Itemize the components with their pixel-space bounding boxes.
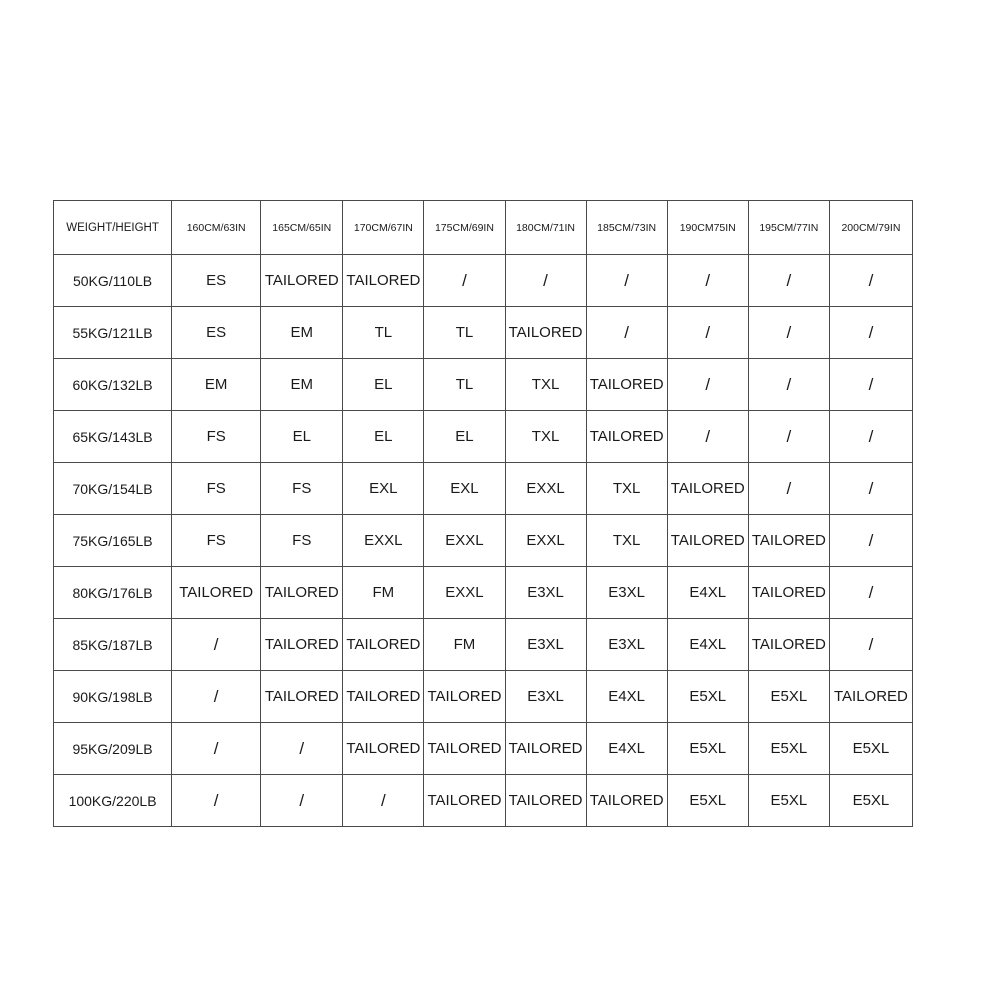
size-cell: TAILORED: [424, 723, 505, 775]
size-cell: TAILORED: [261, 619, 343, 671]
table-body: [54, 255, 913, 827]
table-row: [54, 775, 913, 827]
size-cell: /: [829, 463, 912, 515]
size-cell: E3XL: [505, 567, 586, 619]
size-cell: ES: [172, 255, 261, 307]
size-cell: E4XL: [586, 671, 667, 723]
size-cell: TAILORED: [505, 775, 586, 827]
size-cell: E5XL: [667, 723, 748, 775]
size-cell: FS: [172, 515, 261, 567]
size-cell: EL: [343, 359, 424, 411]
size-cell: TAILORED: [261, 567, 343, 619]
size-cell: EL: [343, 411, 424, 463]
table-row: [54, 723, 913, 775]
size-cell: EXXL: [424, 515, 505, 567]
size-cell: FM: [343, 567, 424, 619]
weight-label: 55KG/121LB: [54, 307, 172, 359]
size-cell: /: [667, 307, 748, 359]
size-cell: TXL: [505, 359, 586, 411]
size-cell: TAILORED: [261, 255, 343, 307]
size-cell: /: [829, 307, 912, 359]
size-cell: FS: [172, 463, 261, 515]
size-cell: E5XL: [748, 723, 829, 775]
size-cell: /: [424, 255, 505, 307]
size-cell: EM: [261, 359, 343, 411]
size-cell: EXXL: [505, 463, 586, 515]
size-cell: TAILORED: [505, 307, 586, 359]
size-cell: TL: [343, 307, 424, 359]
size-cell: EXXL: [424, 567, 505, 619]
height-header: 200CM/79IN: [829, 201, 912, 255]
table-row: [54, 671, 913, 723]
table-row: [54, 515, 913, 567]
size-cell: TAILORED: [172, 567, 261, 619]
weight-label: 75KG/165LB: [54, 515, 172, 567]
size-cell: /: [261, 723, 343, 775]
size-cell: /: [748, 463, 829, 515]
size-cell: TAILORED: [343, 255, 424, 307]
size-cell: ES: [172, 307, 261, 359]
height-header: 190CM75IN: [667, 201, 748, 255]
size-cell: E5XL: [748, 775, 829, 827]
corner-header: WEIGHT/HEIGHT: [54, 201, 172, 255]
size-cell: E5XL: [667, 671, 748, 723]
size-cell: /: [667, 411, 748, 463]
table-row: [54, 619, 913, 671]
table-row: [54, 255, 913, 307]
weight-label: 50KG/110LB: [54, 255, 172, 307]
size-cell: /: [586, 307, 667, 359]
weight-label: 85KG/187LB: [54, 619, 172, 671]
size-cell: E5XL: [829, 723, 912, 775]
size-cell: TAILORED: [748, 567, 829, 619]
size-cell: TAILORED: [424, 671, 505, 723]
size-cell: TAILORED: [586, 775, 667, 827]
size-cell: TXL: [586, 515, 667, 567]
size-cell: TXL: [586, 463, 667, 515]
size-cell: EXL: [343, 463, 424, 515]
size-cell: E5XL: [748, 671, 829, 723]
size-cell: /: [829, 515, 912, 567]
size-cell: /: [829, 567, 912, 619]
weight-label: 90KG/198LB: [54, 671, 172, 723]
size-cell: E4XL: [667, 567, 748, 619]
size-cell: E4XL: [586, 723, 667, 775]
size-cell: EL: [424, 411, 505, 463]
height-header: 185CM/73IN: [586, 201, 667, 255]
size-cell: /: [261, 775, 343, 827]
size-cell: /: [829, 619, 912, 671]
size-cell: E3XL: [505, 619, 586, 671]
size-cell: EM: [261, 307, 343, 359]
table-row: [54, 567, 913, 619]
size-cell: /: [172, 619, 261, 671]
size-cell: TAILORED: [343, 671, 424, 723]
size-cell: TAILORED: [829, 671, 912, 723]
height-header: 165CM/65IN: [261, 201, 343, 255]
table-row: [54, 359, 913, 411]
size-chart-table: [53, 200, 913, 827]
size-cell: FS: [261, 463, 343, 515]
size-cell: TAILORED: [748, 619, 829, 671]
size-cell: TL: [424, 307, 505, 359]
size-cell: /: [667, 255, 748, 307]
size-cell: TAILORED: [586, 411, 667, 463]
table-row: [54, 411, 913, 463]
size-cell: EXXL: [505, 515, 586, 567]
size-cell: E3XL: [586, 567, 667, 619]
size-cell: TAILORED: [586, 359, 667, 411]
height-header: 195CM/77IN: [748, 201, 829, 255]
size-cell: /: [586, 255, 667, 307]
weight-label: 95KG/209LB: [54, 723, 172, 775]
height-header: 170CM/67IN: [343, 201, 424, 255]
size-cell: EM: [172, 359, 261, 411]
size-cell: /: [748, 359, 829, 411]
size-cell: E3XL: [505, 671, 586, 723]
size-cell: TAILORED: [424, 775, 505, 827]
size-cell: /: [172, 775, 261, 827]
size-cell: EXL: [424, 463, 505, 515]
header-row: [54, 201, 913, 255]
size-cell: /: [667, 359, 748, 411]
size-cell: TAILORED: [261, 671, 343, 723]
size-cell: /: [829, 255, 912, 307]
weight-label: 65KG/143LB: [54, 411, 172, 463]
size-cell: TXL: [505, 411, 586, 463]
size-cell: E4XL: [667, 619, 748, 671]
height-header: 175CM/69IN: [424, 201, 505, 255]
size-cell: TAILORED: [343, 619, 424, 671]
table-row: [54, 307, 913, 359]
size-cell: TAILORED: [343, 723, 424, 775]
weight-label: 100KG/220LB: [54, 775, 172, 827]
weight-label: 60KG/132LB: [54, 359, 172, 411]
size-cell: /: [829, 359, 912, 411]
size-cell: /: [748, 411, 829, 463]
weight-label: 80KG/176LB: [54, 567, 172, 619]
size-cell: /: [343, 775, 424, 827]
size-cell: TAILORED: [748, 515, 829, 567]
weight-label: 70KG/154LB: [54, 463, 172, 515]
size-cell: TAILORED: [667, 515, 748, 567]
size-cell: E5XL: [667, 775, 748, 827]
size-cell: E3XL: [586, 619, 667, 671]
size-cell: FS: [261, 515, 343, 567]
table-row: [54, 463, 913, 515]
size-cell: EL: [261, 411, 343, 463]
size-cell: /: [748, 307, 829, 359]
size-cell: TAILORED: [505, 723, 586, 775]
height-header: 160CM/63IN: [172, 201, 261, 255]
size-cell: /: [172, 671, 261, 723]
size-cell: TAILORED: [667, 463, 748, 515]
size-cell: EXXL: [343, 515, 424, 567]
size-cell: /: [829, 411, 912, 463]
size-cell: FS: [172, 411, 261, 463]
size-cell: /: [505, 255, 586, 307]
size-cell: FM: [424, 619, 505, 671]
size-cell: /: [172, 723, 261, 775]
size-cell: E5XL: [829, 775, 912, 827]
size-cell: /: [748, 255, 829, 307]
height-header: 180CM/71IN: [505, 201, 586, 255]
size-cell: TL: [424, 359, 505, 411]
